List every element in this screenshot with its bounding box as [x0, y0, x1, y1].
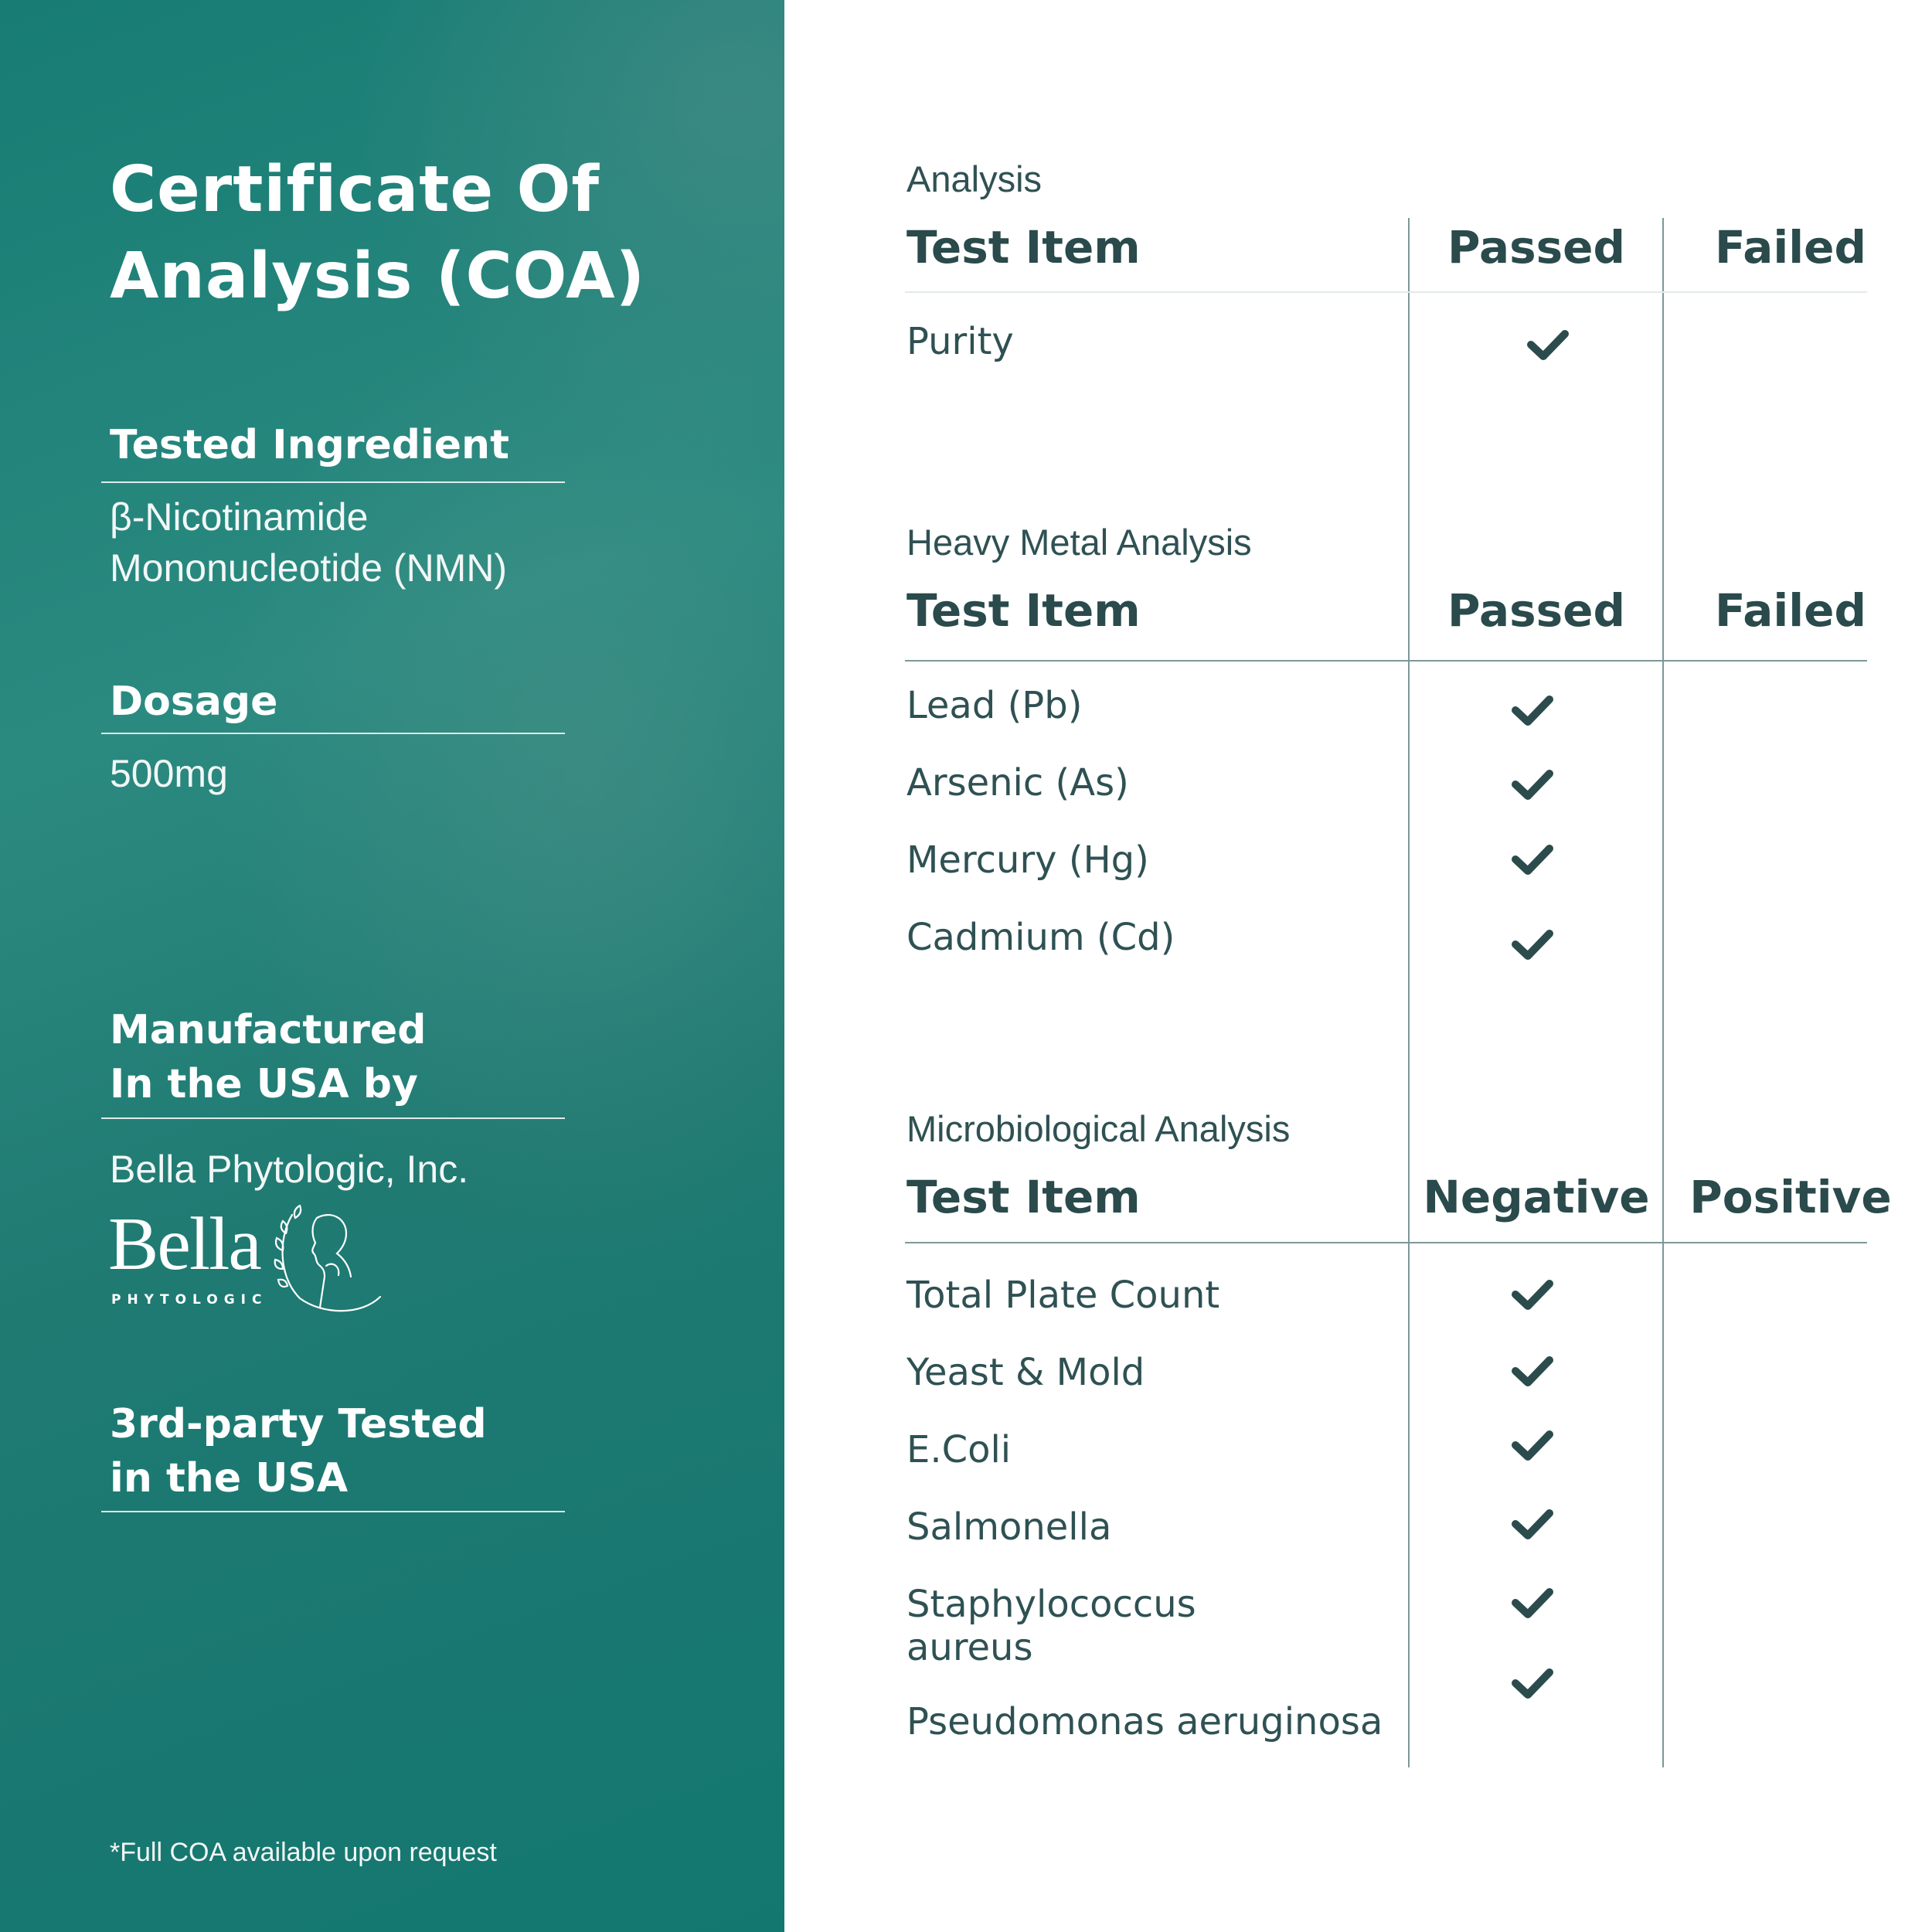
analysis-col-failed: Failed [1715, 221, 1866, 274]
bella-logo-icon [108, 1202, 402, 1321]
heavy-metal-row-cadmium: Cadmium (Cd) [906, 916, 1175, 959]
heavy-metal-header-divider [905, 660, 1867, 662]
micro-row-yeast-mold: Yeast & Mold [906, 1351, 1145, 1394]
title-line-1: Certificate Of [110, 153, 600, 226]
heavy-metal-row-mercury: Mercury (Hg) [906, 838, 1149, 882]
check-icon [1511, 1428, 1554, 1462]
footnote: *Full COA available upon request [110, 1838, 497, 1867]
micro-col-positive: Positive [1689, 1171, 1892, 1223]
tested-ingredient-divider [101, 481, 565, 483]
column-divider-2 [1662, 218, 1664, 1767]
micro-col-negative: Negative [1423, 1171, 1650, 1223]
page-title [110, 147, 645, 320]
third-party-heading [110, 1397, 487, 1505]
micro-row-total-plate-count: Total Plate Count [906, 1274, 1220, 1317]
check-icon [1511, 1586, 1554, 1620]
analysis-col-test-item: Test Item [906, 221, 1141, 274]
dosage-divider [101, 733, 565, 734]
manufactured-line-1: Manufactured [110, 1007, 427, 1053]
ingredient-line-2: Mononucleotide (NMN) [110, 546, 508, 590]
analysis-header-divider [905, 291, 1867, 293]
check-icon [1511, 767, 1554, 801]
micro-row-salmonella: Salmonella [906, 1505, 1112, 1549]
third-party-line-2: in the USA [110, 1455, 349, 1502]
check-icon [1511, 842, 1554, 876]
micro-col-test-item: Test Item [906, 1171, 1141, 1223]
heavy-metal-row-arsenic: Arsenic (As) [906, 761, 1129, 804]
woman-silhouette-icon [269, 1199, 385, 1315]
left-panel [0, 0, 784, 1932]
logo-subtitle: PHYTOLOGIC [111, 1292, 268, 1308]
check-icon [1511, 693, 1554, 727]
ingredient-line-1: β-Nicotinamide [110, 495, 369, 539]
third-party-line-1: 3rd-party Tested [110, 1401, 487, 1447]
check-icon [1526, 328, 1570, 362]
check-icon [1511, 1507, 1554, 1541]
staph-line-1: Staphylococcus [906, 1583, 1196, 1626]
column-divider-1 [1408, 218, 1410, 1767]
tested-ingredient-heading: Tested Ingredient [110, 422, 509, 468]
check-icon [1511, 1354, 1554, 1388]
heavy-metal-row-lead: Lead (Pb) [906, 684, 1083, 727]
third-party-divider [101, 1511, 565, 1512]
micro-row-pseudomonas: Pseudomonas aeruginosa [906, 1700, 1383, 1743]
heavy-metal-caption: Heavy Metal Analysis [906, 522, 1252, 563]
heavy-metal-col-passed: Passed [1447, 584, 1625, 637]
manufactured-line-2: In the USA by [110, 1061, 418, 1107]
dosage-value: 500mg [110, 752, 228, 795]
analysis-col-passed: Passed [1447, 221, 1625, 274]
heavy-metal-col-failed: Failed [1715, 584, 1866, 637]
tested-ingredient-value [110, 492, 507, 594]
manufacturer-name: Bella Phytologic, Inc. [110, 1148, 469, 1191]
check-icon [1511, 927, 1554, 961]
micro-header-divider [905, 1242, 1867, 1243]
staph-line-2: aureus [906, 1626, 1033, 1669]
logo-wordmark: Bella [108, 1202, 260, 1286]
micro-row-staphylococcus [906, 1583, 1196, 1669]
manufactured-heading [110, 1003, 426, 1111]
microbiological-caption: Microbiological Analysis [906, 1108, 1291, 1149]
analysis-caption: Analysis [906, 158, 1043, 199]
check-icon [1511, 1666, 1554, 1700]
check-icon [1511, 1277, 1554, 1311]
title-line-2: Analysis (COA) [110, 240, 646, 313]
dosage-heading: Dosage [110, 679, 278, 725]
heavy-metal-col-test-item: Test Item [906, 584, 1141, 637]
micro-row-ecoli: E.Coli [906, 1428, 1012, 1471]
manufactured-divider [101, 1117, 565, 1119]
analysis-row-purity: Purity [906, 320, 1014, 363]
